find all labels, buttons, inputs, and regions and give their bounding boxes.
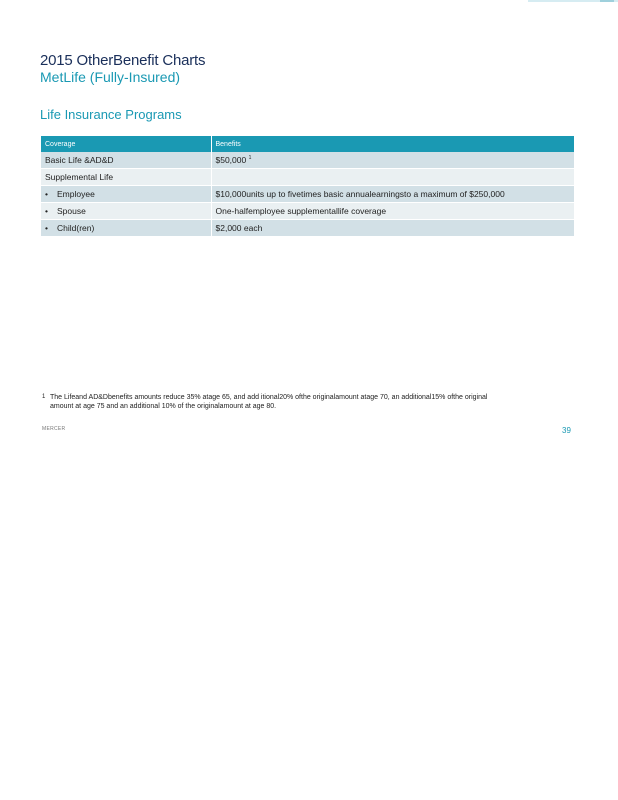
section-heading: Life Insurance Programs — [40, 107, 182, 122]
table-header-row — [41, 136, 574, 152]
coverage-label: Employee — [57, 189, 95, 199]
coverage-cell — [41, 169, 211, 186]
coverage-label: Spouse — [57, 206, 86, 216]
benefit-value: One-halfemployee supplementallife coverage — [215, 206, 387, 216]
header-benefits: Benefits — [211, 136, 574, 152]
benefit-cell — [211, 186, 574, 203]
footnote-line-1: The Lifeand AD&Dbenefits amounts reduce 35% atage 65, and add itional20% ofthe originalamount atage 70, an additional15% ofthe original — [50, 394, 488, 401]
coverage-cell — [41, 203, 211, 220]
footnote — [42, 393, 562, 411]
benefit-value: $2,000 each — [215, 223, 263, 233]
benefit-value: $10,000units up to fivetimes basic annualearningsto a maximum of $250,000 — [215, 189, 505, 199]
benefit-cell — [211, 220, 574, 237]
coverage-cell — [41, 152, 211, 169]
header-coverage: Coverage — [41, 136, 211, 152]
table-row — [41, 186, 574, 203]
page-subtitle: MetLife (Fully-Insured) — [40, 69, 181, 85]
bullet-marker: • — [45, 223, 48, 233]
footer-brand: MERCER — [42, 426, 66, 432]
bullet-marker: • — [45, 189, 48, 199]
coverage-label: Basic Life &AD&D — [45, 155, 114, 165]
benefits-table — [41, 136, 575, 237]
footnote-marker: 1 — [42, 394, 46, 400]
footnote-line-2: amount at age 75 and an additional 10% of the originalamount at age 80. — [50, 403, 277, 410]
benefit-cell — [211, 169, 574, 186]
coverage-cell — [41, 220, 211, 237]
table-row — [41, 169, 574, 186]
table-row — [41, 152, 574, 169]
footnote-ref: 1 — [248, 155, 252, 162]
coverage-label: Supplemental Life — [45, 172, 114, 182]
benefit-cell — [211, 152, 574, 169]
page-title: 2015 OtherBenefit Charts — [40, 52, 206, 69]
benefit-cell — [211, 203, 574, 220]
benefit-value: $50,000 — [215, 155, 247, 165]
coverage-label: Child(ren) — [57, 223, 95, 233]
bullet-marker: • — [45, 206, 48, 216]
page-number: 39 — [562, 426, 571, 435]
table-row — [41, 203, 574, 220]
top-accent-bar-dark — [600, 0, 614, 2]
table-row — [41, 220, 574, 237]
coverage-cell — [41, 186, 211, 203]
